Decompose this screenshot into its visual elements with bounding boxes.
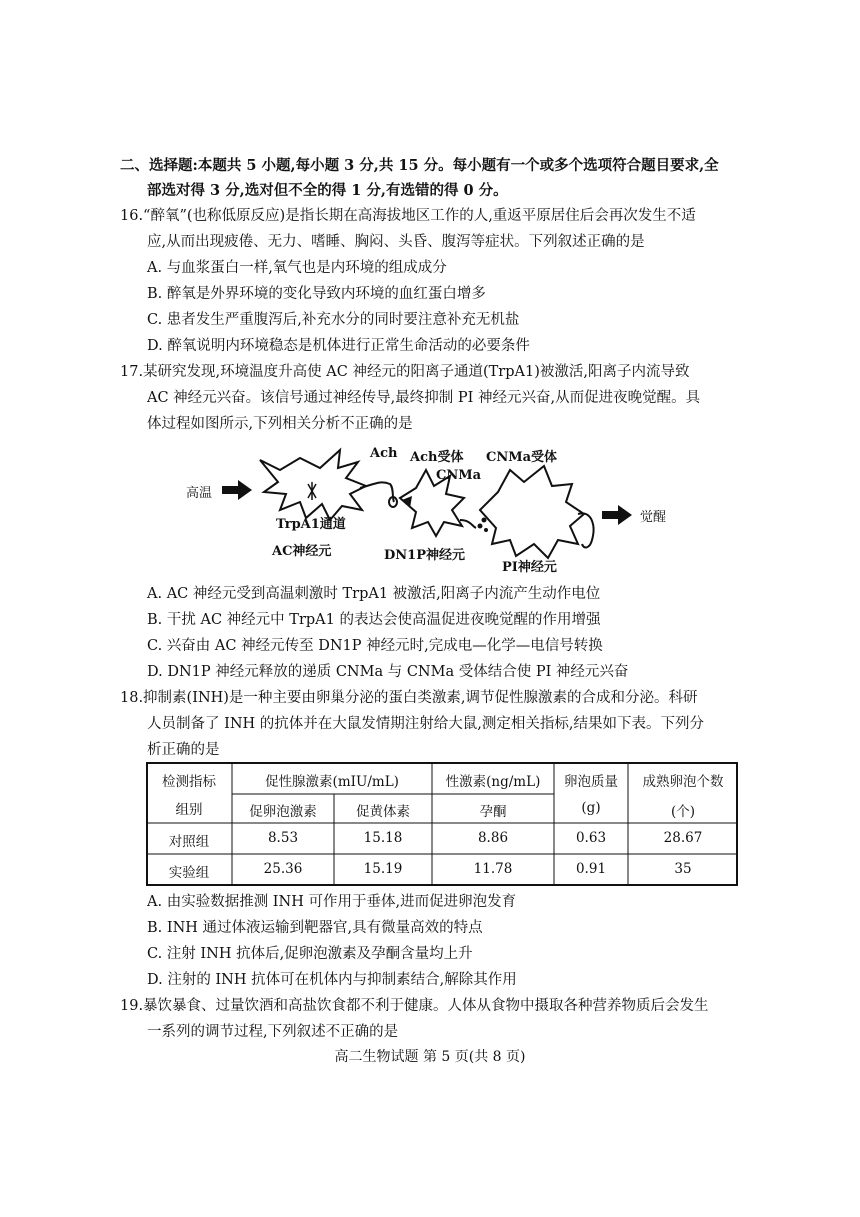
label-cnma: CNMa <box>436 468 482 483</box>
q17-option-d: D. DN1P 神经元释放的递质 CNMa 与 CNMa 受体结合使 PI 神经元兴奋 <box>147 664 629 680</box>
header-gonadotropin: 促性腺激素(mIU/mL) <box>265 774 399 790</box>
row-experiment-progesterone: 11.78 <box>473 861 513 877</box>
q17-option-a: A. AC 神经元受到高温刺激时 TrpA1 被激活,阳离子内流产生动作电位 <box>147 586 601 602</box>
label-cnma-receptor: CNMa受体 <box>486 450 558 465</box>
header-progesterone: 孕酮 <box>479 804 507 820</box>
header-group: 组别 <box>175 802 203 818</box>
row-control-lh: 15.18 <box>363 830 403 846</box>
label-trpa1: TrpA1通道 <box>276 517 346 532</box>
q16-stem-line2: 应,从而出现疲倦、无力、嗜睡、胸闷、头昏、腹泻等症状。下列叙述正确的是 <box>147 234 645 250</box>
cnma-receptor-icon <box>478 518 489 533</box>
row-control-group: 对照组 <box>168 834 210 850</box>
row-control-mass: 0.63 <box>575 830 607 846</box>
input-arrow-icon <box>222 480 252 500</box>
q16-option-d: D. 醉氧说明内环境稳态是机体进行正常生命活动的必要条件 <box>147 338 530 354</box>
header-indicator: 检测指标 <box>162 774 216 790</box>
q16-option-c: C. 患者发生严重腹泻后,补充水分的同时要注意补充无机盐 <box>147 312 520 328</box>
q18-stem-line3: 析正确的是 <box>147 742 220 758</box>
label-awake: 觉醒 <box>640 510 667 525</box>
q16-option-b: B. 醉氧是外界环境的变化导致内环境的血红蛋白增多 <box>147 286 486 302</box>
q16-option-a: A. 与血浆蛋白一样,氧气也是内环境的组成成分 <box>147 260 447 276</box>
row-control-fsh: 8.53 <box>267 830 299 846</box>
row-experiment-count: 35 <box>674 861 692 877</box>
header-follicle-mass: 卵泡质量 <box>564 774 618 790</box>
q17-option-b: B. 干扰 AC 神经元中 TrpA1 的表达会使高温促进夜晚觉醒的作用增强 <box>147 612 601 628</box>
q18-stem-line1: 18.抑制素(INH)是一种主要由卵巢分泌的蛋白类激素,调节促性腺激素的合成和分泌。科研 <box>120 690 698 706</box>
q17-stem-line2: AC 神经元兴奋。该信号通过神经传导,最终抑制 PI 神经元兴奋,从而促进夜晚觉醒。具 <box>147 390 701 406</box>
label-ach-receptor: Ach受体 <box>410 450 464 465</box>
header-fsh: 促卵泡激素 <box>249 804 317 820</box>
row-experiment-group: 实验组 <box>168 865 210 881</box>
q18-stem-line2: 人员制备了 INH 的抗体并在大鼠发情期注射给大鼠,测定相关指标,结果如下表。下列分 <box>147 716 704 732</box>
neuron-diagram <box>180 440 700 580</box>
label-dn1p-neuron: DN1P神经元 <box>384 548 465 563</box>
label-high-temp: 高温 <box>186 486 213 501</box>
ac-neuron-shape <box>260 450 366 520</box>
row-experiment-lh: 15.19 <box>363 861 403 877</box>
row-control-progesterone: 8.86 <box>477 830 509 846</box>
row-experiment-fsh: 25.36 <box>263 861 303 877</box>
header-sex-hormone: 性激素(ng/mL) <box>445 774 541 790</box>
label-ac-neuron: AC神经元 <box>272 544 332 559</box>
q18-option-c: C. 注射 INH 抗体后,促卵泡激素及孕酮含量均上升 <box>147 946 473 962</box>
header-mature-count: 成熟卵泡个数 <box>642 774 724 790</box>
trpa1-channel-icon <box>308 482 316 500</box>
header-lh: 促黄体素 <box>356 804 410 820</box>
pi-neuron-shape <box>480 466 584 558</box>
q17-stem-line3: 体过程如图所示,下列相关分析不正确的是 <box>147 416 413 432</box>
label-ach: Ach <box>370 446 398 461</box>
row-experiment-mass: 0.91 <box>575 861 607 877</box>
section-heading-line1: 二、选择题:本题共 5 小题,每小题 3 分,共 15 分。每小题有一个或多个选项符合题目要求,全 <box>120 157 719 174</box>
q16-stem-line1: 16.“醉氧”(也称低原反应)是指长期在高海拔地区工作的人,重返平原居住后会再次发生不适 <box>120 208 696 224</box>
q17-stem-line1: 17.某研究发现,环境温度升高使 AC 神经元的阳离子通道(TrpA1)被激活,阳离子内流导致 <box>120 364 690 380</box>
label-pi-neuron: PI神经元 <box>502 560 557 575</box>
page-footer: 高二生物试题 第 5 页(共 8 页) <box>334 1049 526 1065</box>
q18-option-a: A. 由实验数据推测 INH 可作用于垂体,进而促进卵泡发育 <box>147 894 517 910</box>
output-arrow-icon <box>602 505 632 525</box>
results-table <box>146 762 738 886</box>
row-control-count: 28.67 <box>663 830 703 846</box>
q18-option-d: D. 注射的 INH 抗体可在机体内与抑制素结合,解除其作用 <box>147 972 517 988</box>
section-heading-line2: 部选对得 3 分,选对但不全的得 1 分,有选错的得 0 分。 <box>147 182 508 199</box>
header-follicle-mass-unit: (g) <box>581 800 601 816</box>
q19-stem-line1: 19.暴饮暴食、过量饮酒和高盐饮食都不利于健康。人体从食物中摄取各种营养物质后会发生 <box>120 998 709 1014</box>
q18-option-b: B. INH 通过体液运输到靶器官,具有微量高效的特点 <box>147 920 483 936</box>
header-mature-count-unit: (个) <box>670 804 696 820</box>
q19-stem-line2: 一系列的调节过程,下列叙述不正确的是 <box>147 1024 399 1040</box>
q17-option-c: C. 兴奋由 AC 神经元传至 DN1P 神经元时,完成电—化学—电信号转换 <box>147 638 603 654</box>
